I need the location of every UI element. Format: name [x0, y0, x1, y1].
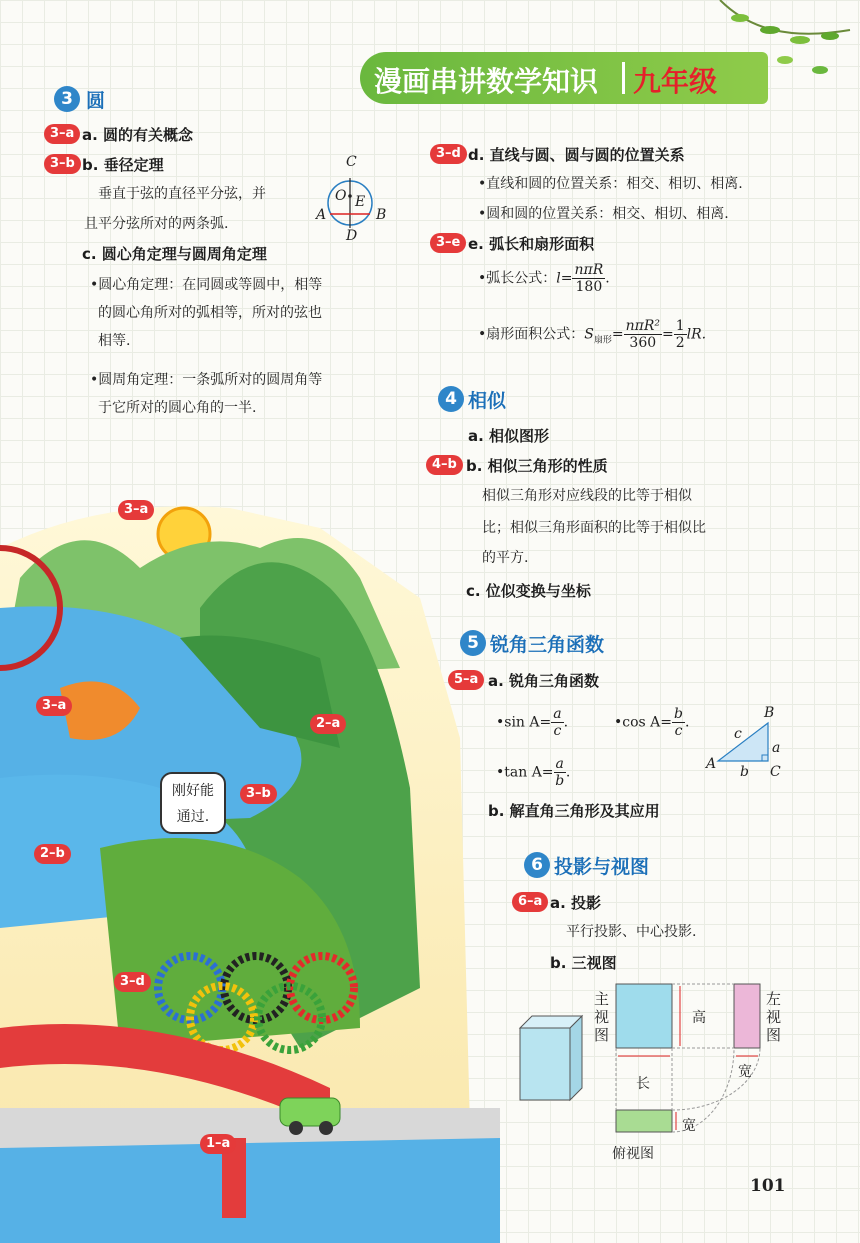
half-fraction [674, 318, 687, 351]
length-label: 长 [636, 1076, 650, 1092]
tag-3d: 3–d [430, 144, 467, 164]
cos-formula: •cos A= $\frac{b}{c}$ . [614, 706, 690, 739]
text-4b-line1: 相似三角形对应线段的比等于相似 [482, 488, 692, 504]
half-num: 1 [675, 318, 685, 334]
tag-3a: 3–a [44, 124, 80, 144]
tan-fraction [554, 756, 566, 789]
text-4b-line2: 比；相似三角形面积的比等于相似比 [482, 520, 706, 536]
section-title-projection: 投影与视图 [554, 856, 650, 878]
fig-label-o: O [335, 188, 347, 204]
height-label: 高 [692, 1010, 706, 1026]
landscape-illustration [0, 488, 500, 1243]
fig-label-a: A [316, 207, 327, 223]
bubble-line1: 刚好能 [172, 783, 214, 799]
tri-label-b-vertex: B [764, 705, 775, 721]
illus-tag-3a-left: 3–a [36, 696, 72, 716]
fig-label-e: E [355, 194, 366, 210]
tri-label-a-side: a [772, 740, 781, 756]
arc-prefix: •弧长公式： [478, 270, 557, 287]
bubble-line2: 通过. [176, 809, 210, 825]
text-3b-line2: 且平分弦所对的两条弧. [84, 216, 229, 232]
fig-label-b: B [376, 207, 387, 223]
top-view-label: 俯视图 [612, 1146, 654, 1162]
arc-den: 180 [575, 279, 603, 295]
heading-3c: c. 圆心角定理与圆周角定理 [82, 245, 267, 263]
tri-label-c-side: c [734, 726, 742, 742]
tan-formula: •tan A= $\frac{a}{b}$ . [496, 756, 571, 789]
text-3c-b2l1: •圆周角定理：一条弧所对的圆周角等 [90, 372, 323, 388]
cos-den: c [674, 723, 683, 739]
heading-5a: a. 锐角三角函数 [488, 672, 600, 690]
section-number-5: 5 [460, 630, 486, 656]
cos-label: •cos A= [614, 714, 673, 731]
heading-4a: a. 相似图形 [468, 427, 550, 445]
text-3d-line2: •圆和圆的位置关系：相交、相切、相离. [478, 206, 729, 222]
tan-num: a [555, 756, 564, 772]
tan-label: •tan A= [496, 764, 554, 781]
tag-4b: 4–b [426, 455, 463, 475]
illus-tag-2b: 2–b [34, 844, 71, 864]
width-label-bottom: 宽 [682, 1118, 696, 1134]
heading-4b: b. 相似三角形的性质 [466, 457, 608, 475]
left-view-label: 左视图 [766, 990, 782, 1044]
tri-label-a-vertex: A [706, 756, 717, 772]
banner-divider [622, 62, 625, 94]
sin-num: a [553, 706, 562, 722]
tan-den: b [555, 773, 565, 789]
text-6a-body: 平行投影、中心投影. [566, 924, 697, 940]
area-num: nπR² [625, 318, 660, 334]
heading-6a: a. 投影 [550, 894, 602, 912]
cos-fraction [672, 706, 685, 739]
tri-label-b-side: b [740, 764, 749, 780]
section-number-6: 6 [524, 852, 550, 878]
tri-label-c-vertex: C [770, 764, 781, 780]
heading-3e: e. 弧长和扇形面积 [468, 235, 595, 253]
illus-tag-3d: 3–d [114, 972, 151, 992]
sin-den: c [553, 723, 562, 739]
text-3d-line1: •直线和圆的位置关系：相交、相切、相离. [478, 176, 743, 192]
section-title-circle: 圆 [86, 90, 106, 112]
area-fraction [624, 318, 662, 351]
arc-length-formula: •弧长公式：l= $\frac{\text{nπR}}{180}$ . [478, 262, 610, 295]
fig-label-d: D [346, 228, 358, 244]
area-prefix: •扇形面积公式： [478, 326, 585, 343]
heading-3b: b. 垂径定理 [82, 156, 164, 174]
front-view-label: 主视图 [594, 990, 610, 1044]
three-views-figure [510, 980, 800, 1150]
arc-num: nπR [574, 262, 604, 278]
illus-tag-3a-top: 3–a [118, 500, 154, 520]
fig-label-c: C [346, 154, 357, 170]
banner-title: 漫画串讲数学知识 [374, 65, 599, 98]
heading-3d: d. 直线与圆、圆与圆的位置关系 [468, 146, 685, 164]
illus-tag-1a: 1–a [200, 1134, 236, 1154]
text-3c-b1l3: 相等. [98, 333, 131, 349]
cos-num: b [674, 706, 683, 722]
tag-3e: 3–e [430, 233, 466, 253]
width-label-right: 宽 [738, 1064, 752, 1080]
section-number-3: 3 [54, 86, 80, 112]
section-title-trig: 锐角三角函数 [490, 634, 605, 656]
leaf-decoration-icon [700, 0, 860, 90]
sin-formula: •sin A= $\frac{a}{c}$ . [496, 706, 569, 739]
heading-3a: a. 圆的有关概念 [82, 126, 194, 144]
heading-5b: b. 解直角三角形及其应用 [488, 802, 660, 820]
text-3b-line1: 垂直于弦的直径平分弦，并 [98, 186, 266, 202]
sector-area-formula: •扇形面积公式：$S_{扇形}=$ $\frac{\text{nπR²}}{360}$ = $\frac{1}{2}$ lR. [478, 318, 707, 351]
arc-fraction [572, 262, 605, 295]
sin-label: •sin A= [496, 714, 552, 731]
arc-l: l [556, 270, 561, 287]
tag-5a: 5–a [448, 670, 484, 690]
half-den: 2 [675, 335, 685, 351]
speech-bubble [160, 772, 226, 834]
tag-3b: 3–b [44, 154, 81, 174]
section-title-similar: 相似 [468, 390, 507, 412]
heading-4c: c. 位似变换与坐标 [466, 582, 591, 600]
area-s: S [584, 326, 594, 343]
text-3c-b1l2: 的圆心角所对的弧相等，所对的弦也 [98, 305, 322, 321]
text-3c-b1l1: •圆心角定理：在同圆或等圆中，相等 [90, 277, 323, 293]
banner-grade: 九年级 [633, 65, 718, 98]
area-sub: 扇形 [593, 335, 612, 346]
section-number-4: 4 [438, 386, 464, 412]
area-den: 360 [629, 335, 657, 351]
tag-6a: 6–a [512, 892, 548, 912]
illus-tag-2a: 2–a [310, 714, 346, 734]
sin-fraction [551, 706, 563, 739]
area-tail: lR. [686, 326, 707, 343]
text-4b-line3: 的平方. [482, 550, 529, 566]
page-number: 101 [750, 1176, 786, 1196]
illus-tag-3b: 3–b [240, 784, 277, 804]
text-3c-b2l2: 于它所对的圆心角的一半. [98, 400, 257, 416]
heading-6b: b. 三视图 [550, 954, 617, 972]
